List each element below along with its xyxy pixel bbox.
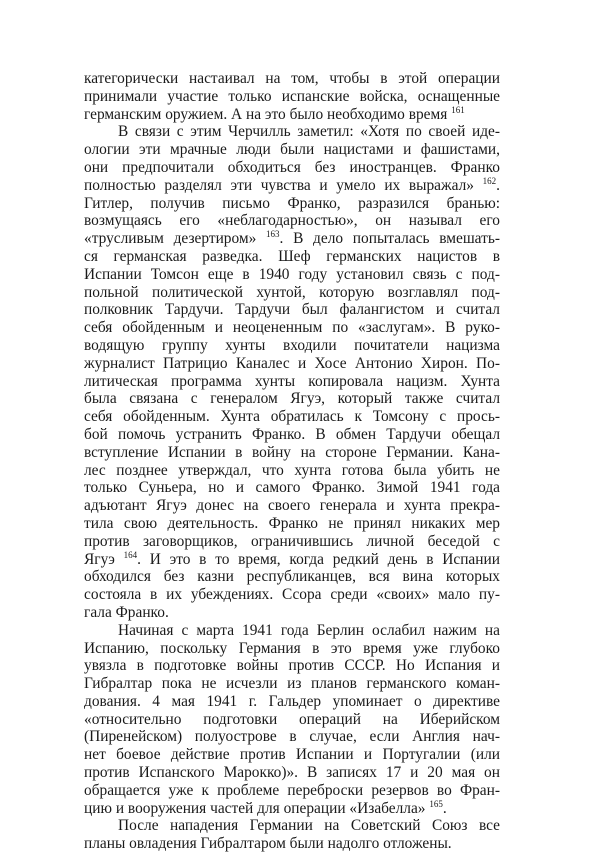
text-line — [84, 390, 500, 408]
text-line — [84, 746, 500, 764]
text-line — [84, 693, 500, 711]
text-line — [84, 533, 500, 551]
line-text: полностью разделял эти чувства и умело их выражал» — [84, 176, 474, 194]
text-line — [84, 568, 500, 586]
line-text: польной политической хунтой, которую возглавлял под- — [84, 283, 500, 301]
line-text: литическая программа хунты копировала нацизм. Хунта — [84, 372, 500, 390]
line-text: дования. 4 мая 1941 г. Гальдер упоминает о директиве — [84, 692, 500, 710]
text-line — [84, 551, 500, 569]
line-text: принимали участие только испанские войска, оснащенные — [84, 87, 500, 105]
text-line — [84, 212, 500, 230]
line-text: гала Франко. — [84, 603, 169, 621]
line-text: Испании Томсон еще в 1940 году установил связь с под- — [84, 265, 500, 283]
footnote-ref: 164 — [123, 549, 138, 560]
text-line — [84, 355, 500, 373]
line-text: себя обойденным и неоцененным по «заслугам». В руко- — [84, 319, 500, 337]
line-text: (Пиренейском) полуострове в случае, если Англия нач- — [84, 728, 500, 746]
line-text: «относительно подготовки операций на Иберийском — [84, 710, 500, 728]
text-line — [84, 800, 500, 818]
line-text-after-footnote: . — [442, 799, 447, 817]
line-text: Ягуэ — [84, 550, 115, 568]
text-line — [84, 195, 500, 213]
line-text: тила свою деятельность. Франко не принял никаких мер — [84, 514, 500, 532]
line-text-after-footnote: . И это в то время, когда редкий день в Испании — [137, 550, 500, 568]
text-line — [84, 426, 500, 444]
line-text: себя обойденным. Хунта обратилась к Томсону с прось- — [84, 408, 500, 426]
line-text: «трусливым дезертиром» — [84, 230, 257, 248]
text-line — [84, 586, 500, 604]
text-line — [84, 817, 500, 835]
text-line — [84, 248, 500, 266]
text-line — [84, 177, 500, 195]
line-text: только Суньера, но и самого Франко. Зимой 1941 года — [84, 479, 500, 497]
line-text: германским оружием. А на это было необходимо время — [84, 105, 448, 123]
text-line — [84, 444, 500, 462]
text-line — [84, 462, 500, 480]
text-line — [84, 728, 500, 746]
text-line — [84, 141, 500, 159]
line-text: против заговорщиков, ограничившись личной беседой с — [84, 532, 500, 550]
line-text: возмущаясь его «неблагодарностью», он называл его — [84, 212, 500, 230]
line-text: ся германская разведка. Шеф германских нацистов в — [84, 247, 500, 265]
line-text-after-footnote: . — [496, 176, 500, 194]
text-line — [84, 106, 500, 124]
footnote-ref: 165 — [429, 798, 443, 809]
text-line — [84, 657, 500, 675]
page-body-text — [84, 70, 500, 853]
line-text: планы овладения Гибралтаром были надолго отложены. — [84, 835, 452, 853]
line-text: Начиная с марта 1941 года Берлин ослабил нажим на — [118, 621, 500, 639]
text-line — [84, 337, 500, 355]
text-line — [84, 675, 500, 693]
line-text: Гитлер, получив письмо Франко, разразился бранью: — [84, 194, 500, 212]
text-line — [84, 782, 500, 800]
text-line — [84, 497, 500, 515]
paragraph — [84, 622, 500, 818]
text-line — [84, 515, 500, 533]
footnote-ref: 162 — [482, 175, 497, 186]
text-line — [84, 640, 500, 658]
footnote-ref: 161 — [451, 104, 465, 115]
line-text: Испанию, поскольку Германия в это время уже глубоко — [84, 639, 500, 657]
text-line — [84, 479, 500, 497]
line-text: После нападения Германии на Советский Союз все — [118, 817, 500, 835]
line-text: В связи с этим Черчилль заметил: «Хотя по своей иде- — [118, 123, 500, 141]
line-text: журналист Патрицио Каналес и Хосе Антонио Хирон. По- — [84, 354, 500, 372]
line-text: обходился без казни республиканцев, вся вина которых — [84, 568, 500, 586]
line-text: ологии эти мрачные люди были нацистами и фашистами, — [84, 141, 500, 159]
text-line — [84, 123, 500, 141]
text-line — [84, 408, 500, 426]
text-line — [84, 373, 500, 391]
text-line — [84, 764, 500, 782]
line-text: Гибралтар пока не исчезли из планов германского коман- — [84, 675, 500, 693]
text-line — [84, 88, 500, 106]
line-text: состояла в их убеждениях. Ссора среди «своих» мало пу- — [84, 586, 500, 604]
footnote-ref: 163 — [266, 229, 280, 240]
line-text: против Испанского Марокко)». В записях 17 и 20 мая он — [84, 764, 500, 782]
paragraph — [84, 817, 500, 853]
text-line — [84, 230, 500, 248]
paragraph — [84, 123, 500, 621]
text-line — [84, 266, 500, 284]
line-text: они предпочитали обходиться без иностранцев. Франко — [84, 158, 500, 176]
line-text: обращается уже к проблеме переброски резервов во Фран- — [84, 781, 500, 799]
line-text: адъютант Ягуэ донес на своего генерала и хунта прекра- — [84, 497, 500, 515]
text-line — [84, 319, 500, 337]
line-text: цию и вооружения частей для операции «Изабелла» — [84, 799, 426, 817]
line-text: увязла в подготовке войны против СССР. Но Испания и — [84, 657, 500, 675]
line-text: категорически настаивал на том, чтобы в этой операции — [84, 70, 500, 87]
text-line — [84, 622, 500, 640]
text-line — [84, 70, 500, 88]
line-text: была связана с генералом Ягуэ, который также считал — [84, 390, 500, 408]
text-line — [84, 835, 500, 853]
line-text-after-footnote: . В дело попыталась вмешать- — [279, 230, 500, 248]
paragraph — [84, 70, 500, 123]
text-line — [84, 604, 500, 622]
text-line — [84, 711, 500, 729]
text-line — [84, 301, 500, 319]
text-line — [84, 159, 500, 177]
line-text: бой помочь устранить Франко. В обмен Тардучи обещал — [84, 425, 500, 443]
line-text: нет боевое действие против Испании и Португалии (или — [84, 746, 500, 764]
line-text: полковник Тардучи. Тардучи был фалангистом и считал — [84, 301, 500, 319]
line-text: водящую группу хунты входили почитатели нацизма — [84, 336, 500, 354]
text-line — [84, 284, 500, 302]
line-text: вступление Испании в войну на стороне Германии. Кана- — [84, 443, 500, 461]
line-text: лес позднее утверждал, что хунта готова была убить не — [84, 461, 500, 479]
